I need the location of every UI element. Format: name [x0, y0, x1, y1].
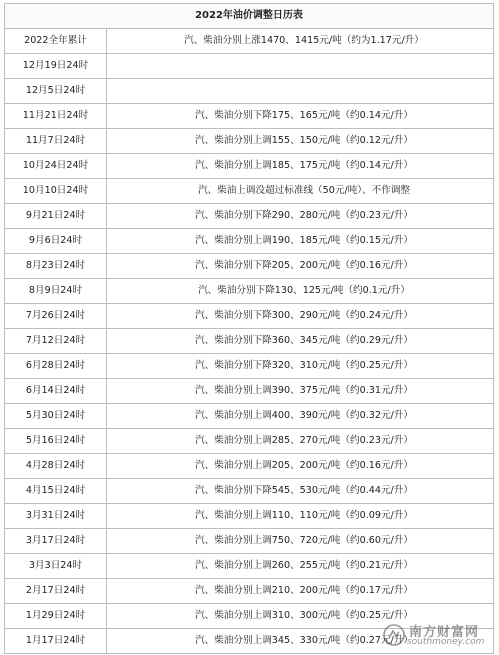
- table-row: [5, 379, 493, 404]
- watermark-name-cn: 南方财富网: [409, 625, 480, 640]
- adjustment-detail-cell: 汽、柴油分别上涨1470、1415元/吨（约为1.17元/升）: [107, 29, 494, 54]
- adjustment-detail-cell: 汽、柴油分别下降360、345元/吨（约0.29元/升）: [107, 329, 494, 354]
- table-row: [5, 454, 493, 479]
- adjustment-detail-cell: 汽、柴油分别上调390、375元/吨（约0.31元/升）: [107, 379, 494, 404]
- adjustment-detail-cell: 汽、柴油分别上调190、185元/吨（约0.15元/升）: [107, 229, 494, 254]
- adjustment-date-cell: 3月3日24时: [5, 554, 107, 579]
- table-row: [5, 29, 493, 54]
- adjustment-detail-cell: 汽、柴油分别上调400、390元/吨（约0.32元/升）: [107, 404, 494, 429]
- adjustment-date-cell: 1月17日24时: [5, 629, 107, 654]
- table-row: [5, 79, 493, 104]
- price-adjustment-table: [5, 29, 493, 653]
- table-row: [5, 304, 493, 329]
- adjustment-detail-cell: 汽、柴油分别下降320、310元/吨（约0.25元/升）: [107, 354, 494, 379]
- table-row: [5, 104, 493, 129]
- adjustment-detail-cell: 汽、柴油分别上调345、330元/吨（约0.27元/升）: [107, 629, 494, 654]
- table-row: [5, 579, 493, 604]
- adjustment-date-cell: 7月12日24时: [5, 329, 107, 354]
- adjustment-detail-cell: 汽、柴油上调没超过标准线（50元/吨）、不作调整: [107, 179, 494, 204]
- adjustment-detail-cell: 汽、柴油分别上调750、720元/吨（约0.60元/升）: [107, 529, 494, 554]
- adjustment-detail-cell: 汽、柴油分别上调110、110元/吨（约0.09元/升）: [107, 504, 494, 529]
- adjustment-date-cell: 5月30日24时: [5, 404, 107, 429]
- adjustment-detail-cell: 汽、柴油分别下降545、530元/吨（约0.44元/升）: [107, 479, 494, 504]
- adjustment-detail-cell: 汽、柴油分别上调155、150元/吨（约0.12元/升）: [107, 129, 494, 154]
- adjustment-date-cell: 4月28日24时: [5, 454, 107, 479]
- adjustment-detail-cell: [107, 79, 494, 104]
- adjustment-detail-cell: 汽、柴油分别下降290、280元/吨（约0.23元/升）: [107, 204, 494, 229]
- adjustment-date-cell: 8月23日24时: [5, 254, 107, 279]
- table-title: 2022年油价调整日历表: [5, 4, 493, 29]
- adjustment-date-cell: 12月19日24时: [5, 54, 107, 79]
- table-row: [5, 254, 493, 279]
- adjustment-date-cell: 8月9日24时: [5, 279, 107, 304]
- table-row: [5, 504, 493, 529]
- adjustment-date-cell: 11月21日24时: [5, 104, 107, 129]
- adjustment-detail-cell: 汽、柴油分别下降130、125元/吨（约0.1元/升）: [107, 279, 494, 304]
- adjustment-date-cell: 5月16日24时: [5, 429, 107, 454]
- adjustment-detail-cell: 汽、柴油分别上调285、270元/吨（约0.23元/升）: [107, 429, 494, 454]
- table-row: [5, 279, 493, 304]
- adjustment-date-cell: 6月28日24时: [5, 354, 107, 379]
- adjustment-date-cell: 10月24日24时: [5, 154, 107, 179]
- adjustment-detail-cell: 汽、柴油分别上调185、175元/吨（约0.14元/升）: [107, 154, 494, 179]
- table-row: [5, 129, 493, 154]
- adjustment-date-cell: 3月17日24时: [5, 529, 107, 554]
- table-row: [5, 54, 493, 79]
- table-row: [5, 329, 493, 354]
- table-row: [5, 479, 493, 504]
- table-row: [5, 354, 493, 379]
- adjustment-detail-cell: 汽、柴油分别下降175、165元/吨（约0.14元/升）: [107, 104, 494, 129]
- adjustment-detail-cell: 汽、柴油分别上调260、255元/吨（约0.21元/升）: [107, 554, 494, 579]
- adjustment-date-cell: 9月6日24时: [5, 229, 107, 254]
- table-row: [5, 154, 493, 179]
- adjustment-date-cell: 12月5日24时: [5, 79, 107, 104]
- adjustment-date-cell: 2月17日24时: [5, 579, 107, 604]
- adjustment-detail-cell: 汽、柴油分别下降205、200元/吨（约0.16元/升）: [107, 254, 494, 279]
- oil-price-calendar-table: [4, 3, 494, 654]
- adjustment-date-cell: 3月31日24时: [5, 504, 107, 529]
- watermark-name-en: southmoney.com: [407, 637, 485, 647]
- table-row: [5, 429, 493, 454]
- table-row: [5, 554, 493, 579]
- adjustment-date-cell: 1月29日24时: [5, 604, 107, 629]
- adjustment-date-cell: 2022全年累计: [5, 29, 107, 54]
- table-row: [5, 529, 493, 554]
- table-row: [5, 604, 493, 629]
- adjustment-detail-cell: 汽、柴油分别上调205、200元/吨（约0.16元/升）: [107, 454, 494, 479]
- table-row: [5, 629, 493, 654]
- table-row: [5, 204, 493, 229]
- table-row: [5, 229, 493, 254]
- adjustment-date-cell: 6月14日24时: [5, 379, 107, 404]
- adjustment-detail-cell: 汽、柴油分别下降300、290元/吨（约0.24元/升）: [107, 304, 494, 329]
- adjustment-detail-cell: 汽、柴油分别上调210、200元/吨（约0.17元/升）: [107, 579, 494, 604]
- table-row: [5, 404, 493, 429]
- adjustment-detail-cell: 汽、柴油分别上调310、300元/吨（约0.25元/升）: [107, 604, 494, 629]
- adjustment-date-cell: 10月10日24时: [5, 179, 107, 204]
- adjustment-date-cell: 7月26日24时: [5, 304, 107, 329]
- adjustment-date-cell: 4月15日24时: [5, 479, 107, 504]
- table-row: [5, 179, 493, 204]
- adjustment-detail-cell: [107, 54, 494, 79]
- adjustment-date-cell: 11月7日24时: [5, 129, 107, 154]
- adjustment-date-cell: 9月21日24时: [5, 204, 107, 229]
